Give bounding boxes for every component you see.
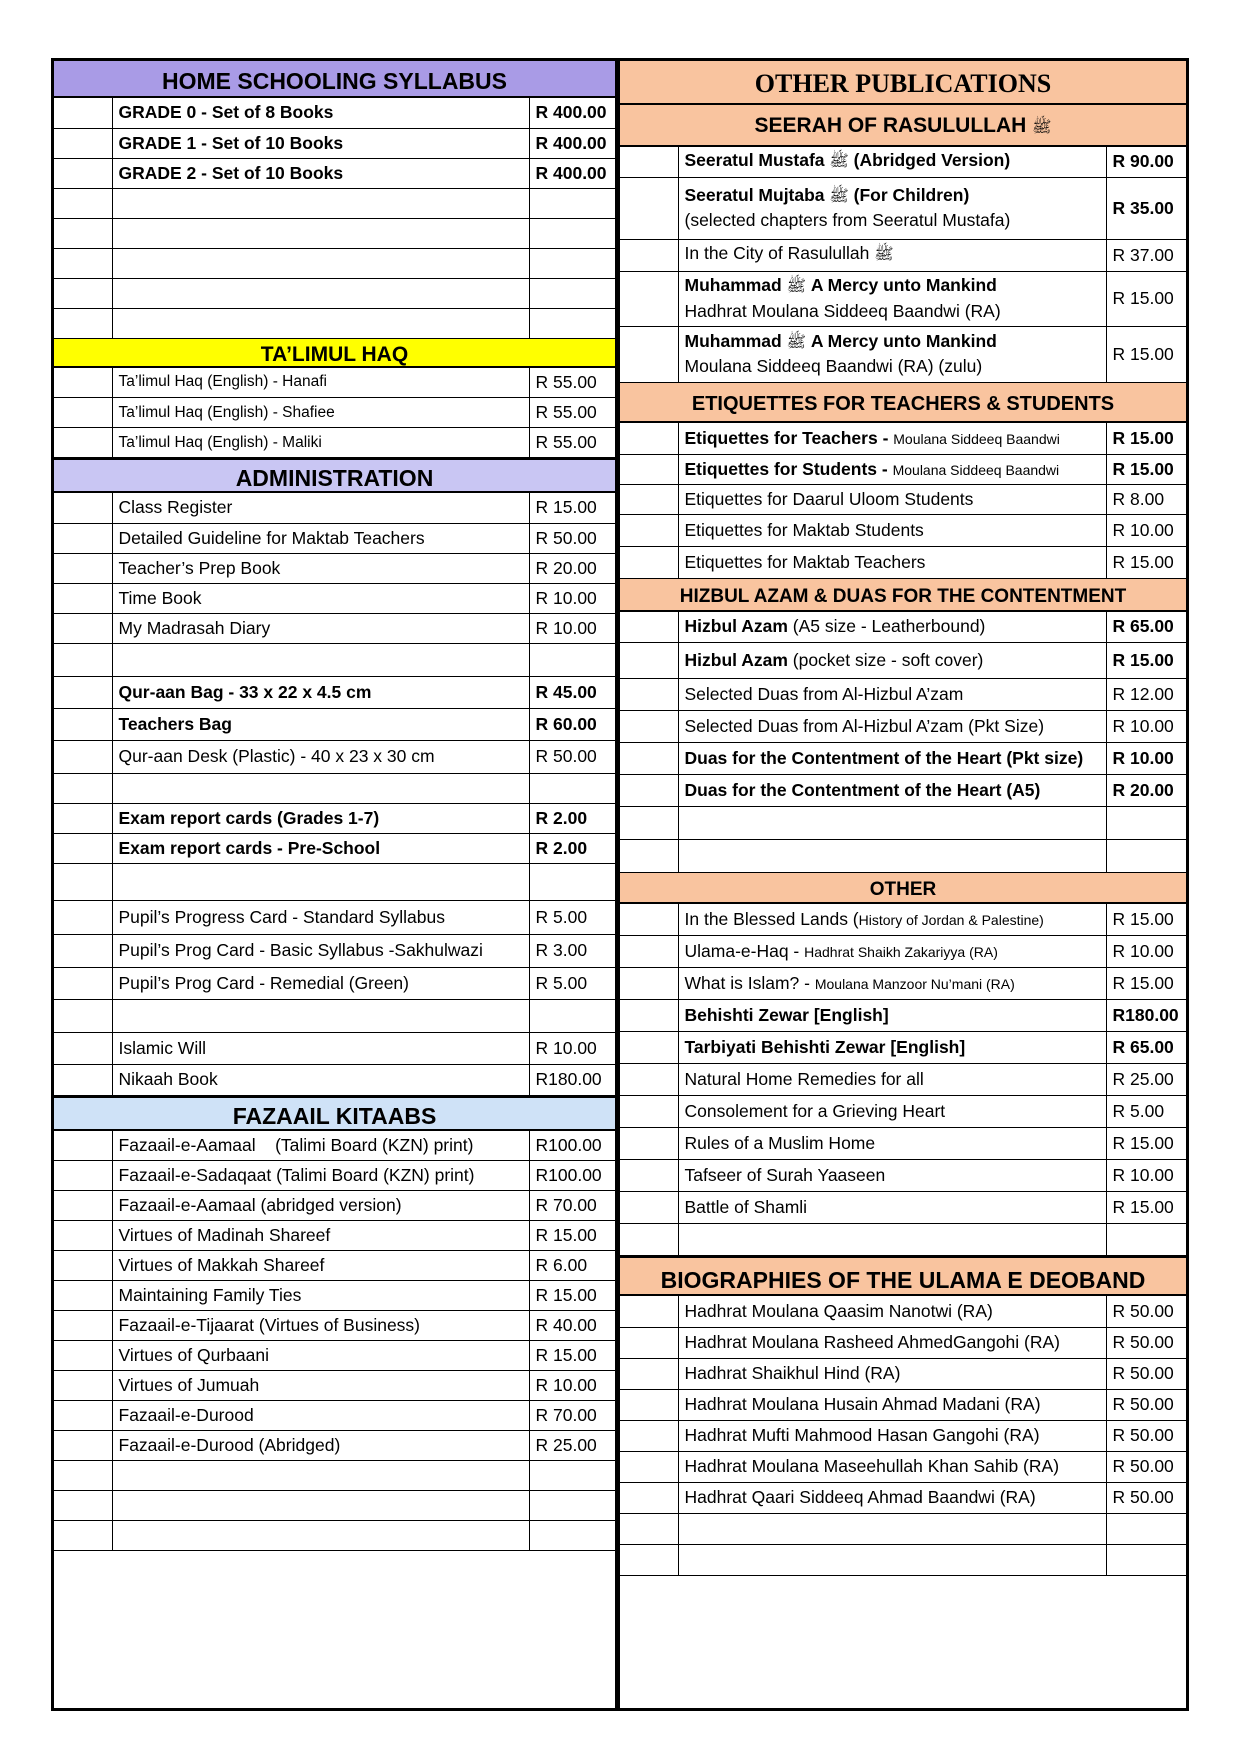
- item-price: R 45.00: [529, 676, 615, 708]
- table-row: [54, 967, 615, 999]
- section-title: SEERAH OF RASULULLAH: [754, 114, 1027, 137]
- item-name: Hadhrat Shaikhul Hind (RA): [678, 1358, 1106, 1389]
- item-name: Behishti Zewar [English]: [678, 1000, 1106, 1032]
- table-row: [620, 742, 1186, 774]
- table-row: [620, 642, 1186, 678]
- item-price: R 50.00: [529, 523, 615, 553]
- table-row: [620, 515, 1186, 547]
- other-table: [620, 904, 1186, 1257]
- item-name: Seeratul Mustafa ﷺ (Abridged Version): [678, 147, 1106, 177]
- item-price: R 50.00: [529, 740, 615, 773]
- item-price: R 15.00: [529, 493, 615, 523]
- item-price: R 2.00: [529, 833, 615, 863]
- item-name: Pupil’s Progress Card - Standard Syllabus: [112, 900, 529, 934]
- table-row: [54, 1401, 615, 1431]
- item-price: R 70.00: [529, 1191, 615, 1221]
- item-name: Virtues of Qurbaani: [112, 1341, 529, 1371]
- table-row: [54, 398, 615, 428]
- item-price: R 25.00: [529, 1431, 615, 1461]
- item-name: Tarbiyati Behishti Zewar [English]: [678, 1032, 1106, 1064]
- table-row: [54, 1032, 615, 1064]
- item-price: R 15.00: [1106, 1128, 1186, 1160]
- item-name: Fazaail-e-Aamaal (Talimi Board (KZN) print): [112, 1131, 529, 1161]
- empty-row: [620, 839, 1186, 872]
- table-row: [54, 428, 615, 458]
- item-name: Fazaail-e-Aamaal (abridged version): [112, 1191, 529, 1221]
- item-name: Etiquettes for Maktab Teachers: [678, 547, 1106, 579]
- right-price-column: [617, 58, 1189, 1711]
- table-row: [620, 423, 1186, 455]
- item-name: Hizbul Azam (pocket size - soft cover): [678, 642, 1106, 678]
- section-header-talimul-haq: TA’LIMUL HAQ: [54, 339, 615, 368]
- item-name: Virtues of Makkah Shareef: [112, 1251, 529, 1281]
- table-row: [620, 1128, 1186, 1160]
- item-name: Teachers Bag: [112, 708, 529, 740]
- item-name: Fazaail-e-Sadaqaat (Talimi Board (KZN) print): [112, 1161, 529, 1191]
- item-price: R 10.00: [529, 1032, 615, 1064]
- hizbul-table: [620, 612, 1186, 873]
- item-price: R 37.00: [1106, 239, 1186, 271]
- page-title-other-publications: OTHER PUBLICATIONS: [620, 61, 1186, 105]
- item-price: R 65.00: [1106, 1032, 1186, 1064]
- item-name: Rules of a Muslim Home: [678, 1128, 1106, 1160]
- administration-table: [54, 493, 615, 1096]
- item-price: R 55.00: [529, 428, 615, 458]
- item-name: Etiquettes for Teachers - Moulana Siddeeq Baandwi: [678, 423, 1106, 455]
- item-name: Fazaail-e-Durood (Abridged): [112, 1431, 529, 1461]
- item-name: Exam report cards - Pre-School: [112, 833, 529, 863]
- item-name: In the Blessed Lands (History of Jordan & Palestine): [678, 904, 1106, 936]
- item-price: R 5.00: [529, 967, 615, 999]
- table-row: [620, 239, 1186, 271]
- section-header-other: OTHER: [620, 873, 1186, 904]
- table-row: [54, 1341, 615, 1371]
- item-price: R 10.00: [1106, 742, 1186, 774]
- table-row: [54, 1161, 615, 1191]
- item-name: In the City of Rasulullah ﷺ: [678, 239, 1106, 271]
- item-price: R 20.00: [1106, 774, 1186, 806]
- item-name: Hadhrat Mufti Mahmood Hasan Gangohi (RA): [678, 1420, 1106, 1451]
- empty-row: [54, 773, 615, 803]
- table-row: [620, 1420, 1186, 1451]
- table-row: [620, 936, 1186, 968]
- item-price: R 10.00: [1106, 1160, 1186, 1192]
- item-name: Ta’limul Haq (English) - Shafiee: [112, 398, 529, 428]
- item-price: R 15.00: [1106, 1192, 1186, 1224]
- item-price: R 10.00: [529, 1371, 615, 1401]
- seerah-table: [620, 147, 1186, 383]
- table-row: [54, 676, 615, 708]
- item-name: Natural Home Remedies for all: [678, 1064, 1106, 1096]
- table-row: [54, 553, 615, 583]
- table-row: [620, 326, 1186, 382]
- item-price: R 50.00: [1106, 1389, 1186, 1420]
- table-row: [620, 710, 1186, 742]
- item-price: R180.00: [1106, 1000, 1186, 1032]
- item-name: Ta’limul Haq (English) - Hanafi: [112, 368, 529, 398]
- home-schooling-table: [54, 98, 615, 339]
- table-row: [620, 1327, 1186, 1358]
- table-row: [620, 612, 1186, 642]
- empty-row: [620, 1513, 1186, 1544]
- item-name: Selected Duas from Al-Hizbul A’zam (Pkt Size): [678, 710, 1106, 742]
- item-name: Battle of Shamli: [678, 1192, 1106, 1224]
- item-name: Qur-aan Bag - 33 x 22 x 4.5 cm: [112, 676, 529, 708]
- item-name: Hadhrat Moulana Rasheed AhmedGangohi (RA): [678, 1327, 1106, 1358]
- table-row: [620, 1451, 1186, 1482]
- item-name: Selected Duas from Al-Hizbul A’zam: [678, 678, 1106, 710]
- empty-row: [620, 1544, 1186, 1575]
- table-row: [620, 1389, 1186, 1420]
- table-row: [620, 1064, 1186, 1096]
- item-price: R 15.00: [529, 1221, 615, 1251]
- item-name: GRADE 1 - Set of 10 Books: [112, 128, 529, 158]
- item-name: What is Islam? - Moulana Manzoor Nu’mani (RA): [678, 968, 1106, 1000]
- item-price: R 10.00: [529, 613, 615, 643]
- table-row: [620, 904, 1186, 936]
- item-name: Consolement for a Grieving Heart: [678, 1096, 1106, 1128]
- item-price: R 20.00: [529, 553, 615, 583]
- item-price: R 15.00: [1106, 455, 1186, 485]
- item-price: R 12.00: [1106, 678, 1186, 710]
- item-name: Muhammad ﷺ A Mercy unto Mankind Moulana Siddeeq Baandwi (RA) (zulu): [678, 326, 1106, 382]
- item-price: R 400.00: [529, 158, 615, 188]
- item-price: R 15.00: [1106, 271, 1186, 326]
- table-row: [54, 934, 615, 967]
- empty-row: [54, 863, 615, 900]
- section-header-hizbul-azam: HIZBUL AZAM & DUAS FOR THE CONTENTMENT: [620, 579, 1186, 612]
- item-price: R 70.00: [529, 1401, 615, 1431]
- salutation-symbol: ﷺ: [1032, 119, 1052, 136]
- item-price: R 6.00: [529, 1251, 615, 1281]
- item-name: Fazaail-e-Tijaarat (Virtues of Business): [112, 1311, 529, 1341]
- table-row: [54, 900, 615, 934]
- table-row: [54, 493, 615, 523]
- table-row: [54, 523, 615, 553]
- item-price: R 15.00: [1106, 326, 1186, 382]
- left-price-column: [51, 58, 618, 1711]
- item-name: Pupil’s Prog Card - Remedial (Green): [112, 967, 529, 999]
- empty-row: [54, 1491, 615, 1521]
- table-row: [54, 1131, 615, 1161]
- item-price: R 60.00: [529, 708, 615, 740]
- section-header-fazaail-kitaabs: FAZAAIL KITAABS: [54, 1096, 615, 1131]
- fazaail-table: [54, 1131, 615, 1552]
- item-price: R 50.00: [1106, 1482, 1186, 1513]
- table-row: [54, 128, 615, 158]
- table-row: [54, 740, 615, 773]
- empty-row: [54, 278, 615, 308]
- empty-row: [620, 806, 1186, 839]
- table-row: [54, 1371, 615, 1401]
- item-price: R 3.00: [529, 934, 615, 967]
- table-row: [54, 1311, 615, 1341]
- item-name: GRADE 2 - Set of 10 Books: [112, 158, 529, 188]
- section-header-seerah: [620, 105, 1186, 147]
- item-price: R 15.00: [1106, 904, 1186, 936]
- item-price: R 15.00: [1106, 547, 1186, 579]
- item-name: Duas for the Contentment of the Heart (Pkt size): [678, 742, 1106, 774]
- item-name: Teacher’s Prep Book: [112, 553, 529, 583]
- section-header-biographies: BIOGRAPHIES OF THE ULAMA E DEOBAND: [620, 1256, 1186, 1296]
- biographies-table: [620, 1296, 1186, 1576]
- table-row: [620, 774, 1186, 806]
- item-price: R 25.00: [1106, 1064, 1186, 1096]
- empty-row: [54, 308, 615, 338]
- table-row: [54, 1191, 615, 1221]
- table-row: [54, 1064, 615, 1095]
- item-name: Duas for the Contentment of the Heart (A5): [678, 774, 1106, 806]
- table-row: [620, 1358, 1186, 1389]
- item-name: Virtues of Jumuah: [112, 1371, 529, 1401]
- item-name: Hadhrat Moulana Qaasim Nanotwi (RA): [678, 1296, 1106, 1327]
- table-row: [54, 158, 615, 188]
- empty-row: [54, 218, 615, 248]
- table-row: [620, 485, 1186, 515]
- empty-row: [54, 999, 615, 1032]
- table-row: [54, 1221, 615, 1251]
- item-price: R100.00: [529, 1161, 615, 1191]
- table-row: [54, 1431, 615, 1461]
- item-name: My Madrasah Diary: [112, 613, 529, 643]
- item-name: Muhammad ﷺ A Mercy unto Mankind Hadhrat Moulana Siddeeq Baandwi (RA): [678, 271, 1106, 326]
- item-name: GRADE 0 - Set of 8 Books: [112, 98, 529, 128]
- item-name: Time Book: [112, 583, 529, 613]
- empty-row: [54, 1461, 615, 1491]
- item-name: Seeratul Mujtaba ﷺ (For Children) (selected chapters from Seeratul Mustafa): [678, 177, 1106, 239]
- item-name: Hadhrat Moulana Maseehullah Khan Sahib (RA): [678, 1451, 1106, 1482]
- item-name: Class Register: [112, 493, 529, 523]
- section-header-home-schooling: HOME SCHOOLING SYLLABUS: [54, 61, 615, 98]
- table-row: [620, 147, 1186, 177]
- table-row: [620, 1296, 1186, 1327]
- table-row: [54, 1281, 615, 1311]
- item-name: Etiquettes for Students - Moulana Siddeeq Baandwi: [678, 455, 1106, 485]
- item-price: R 55.00: [529, 368, 615, 398]
- item-name: Maintaining Family Ties: [112, 1281, 529, 1311]
- item-price: R 400.00: [529, 128, 615, 158]
- table-row: [620, 1160, 1186, 1192]
- table-row: [620, 1482, 1186, 1513]
- item-price: R 8.00: [1106, 485, 1186, 515]
- empty-row: [54, 643, 615, 676]
- item-name: Tafseer of Surah Yaaseen: [678, 1160, 1106, 1192]
- item-price: R 15.00: [1106, 423, 1186, 455]
- item-price: R 50.00: [1106, 1420, 1186, 1451]
- item-name: Exam report cards (Grades 1-7): [112, 803, 529, 833]
- item-price: R 10.00: [1106, 710, 1186, 742]
- table-row: [54, 583, 615, 613]
- section-header-administration: ADMINISTRATION: [54, 458, 615, 493]
- table-row: [54, 98, 615, 128]
- section-header-etiquettes: ETIQUETTES FOR TEACHERS & STUDENTS: [620, 383, 1186, 423]
- item-price: R180.00: [529, 1064, 615, 1095]
- table-row: [620, 678, 1186, 710]
- item-price: R 35.00: [1106, 177, 1186, 239]
- item-price: R 10.00: [529, 583, 615, 613]
- item-price: R 5.00: [529, 900, 615, 934]
- item-name: Etiquettes for Daarul Uloom Students: [678, 485, 1106, 515]
- table-row: [54, 1251, 615, 1281]
- empty-row: [54, 1521, 615, 1551]
- table-row: [54, 368, 615, 398]
- table-row: [620, 968, 1186, 1000]
- table-row: [54, 803, 615, 833]
- item-name: Fazaail-e-Durood: [112, 1401, 529, 1431]
- table-row: [620, 1032, 1186, 1064]
- table-row: [620, 177, 1186, 239]
- empty-row: [620, 1224, 1186, 1256]
- item-price: R 10.00: [1106, 515, 1186, 547]
- table-row: [54, 708, 615, 740]
- item-price: R100.00: [529, 1131, 615, 1161]
- item-price: R 50.00: [1106, 1358, 1186, 1389]
- table-row: [620, 271, 1186, 326]
- item-price: R 15.00: [529, 1341, 615, 1371]
- table-row: [620, 1000, 1186, 1032]
- item-price: R 15.00: [529, 1281, 615, 1311]
- item-price: R 50.00: [1106, 1451, 1186, 1482]
- item-name: Hadhrat Moulana Husain Ahmad Madani (RA): [678, 1389, 1106, 1420]
- item-name: Ulama-e-Haq - Hadhrat Shaikh Zakariyya (RA): [678, 936, 1106, 968]
- item-price: R 65.00: [1106, 612, 1186, 642]
- item-price: R 40.00: [529, 1311, 615, 1341]
- item-name: Ta’limul Haq (English) - Maliki: [112, 428, 529, 458]
- item-name: Etiquettes for Maktab Students: [678, 515, 1106, 547]
- empty-row: [54, 248, 615, 278]
- item-name: Hadhrat Qaari Siddeeq Ahmad Baandwi (RA): [678, 1482, 1106, 1513]
- table-row: [620, 1096, 1186, 1128]
- table-row: [620, 547, 1186, 579]
- item-name: Qur-aan Desk (Plastic) - 40 x 23 x 30 cm: [112, 740, 529, 773]
- item-price: R 2.00: [529, 803, 615, 833]
- table-row: [620, 1192, 1186, 1224]
- item-price: R 15.00: [1106, 968, 1186, 1000]
- item-price: R 15.00: [1106, 642, 1186, 678]
- item-price: R 10.00: [1106, 936, 1186, 968]
- item-name: Nikaah Book: [112, 1064, 529, 1095]
- item-price: R 55.00: [529, 398, 615, 428]
- table-row: [54, 613, 615, 643]
- empty-row: [54, 188, 615, 218]
- item-name: Virtues of Madinah Shareef: [112, 1221, 529, 1251]
- item-price: R 400.00: [529, 98, 615, 128]
- talimul-haq-table: [54, 368, 615, 459]
- table-row: [620, 455, 1186, 485]
- item-price: R 5.00: [1106, 1096, 1186, 1128]
- item-name: Detailed Guideline for Maktab Teachers: [112, 523, 529, 553]
- item-price: R 50.00: [1106, 1327, 1186, 1358]
- table-row: [54, 833, 615, 863]
- item-price: R 90.00: [1106, 147, 1186, 177]
- item-name: Islamic Will: [112, 1032, 529, 1064]
- item-name: Pupil’s Prog Card - Basic Syllabus -Sakhulwazi: [112, 934, 529, 967]
- item-price: R 50.00: [1106, 1296, 1186, 1327]
- item-name: Hizbul Azam (A5 size - Leatherbound): [678, 612, 1106, 642]
- etiquettes-table: [620, 423, 1186, 580]
